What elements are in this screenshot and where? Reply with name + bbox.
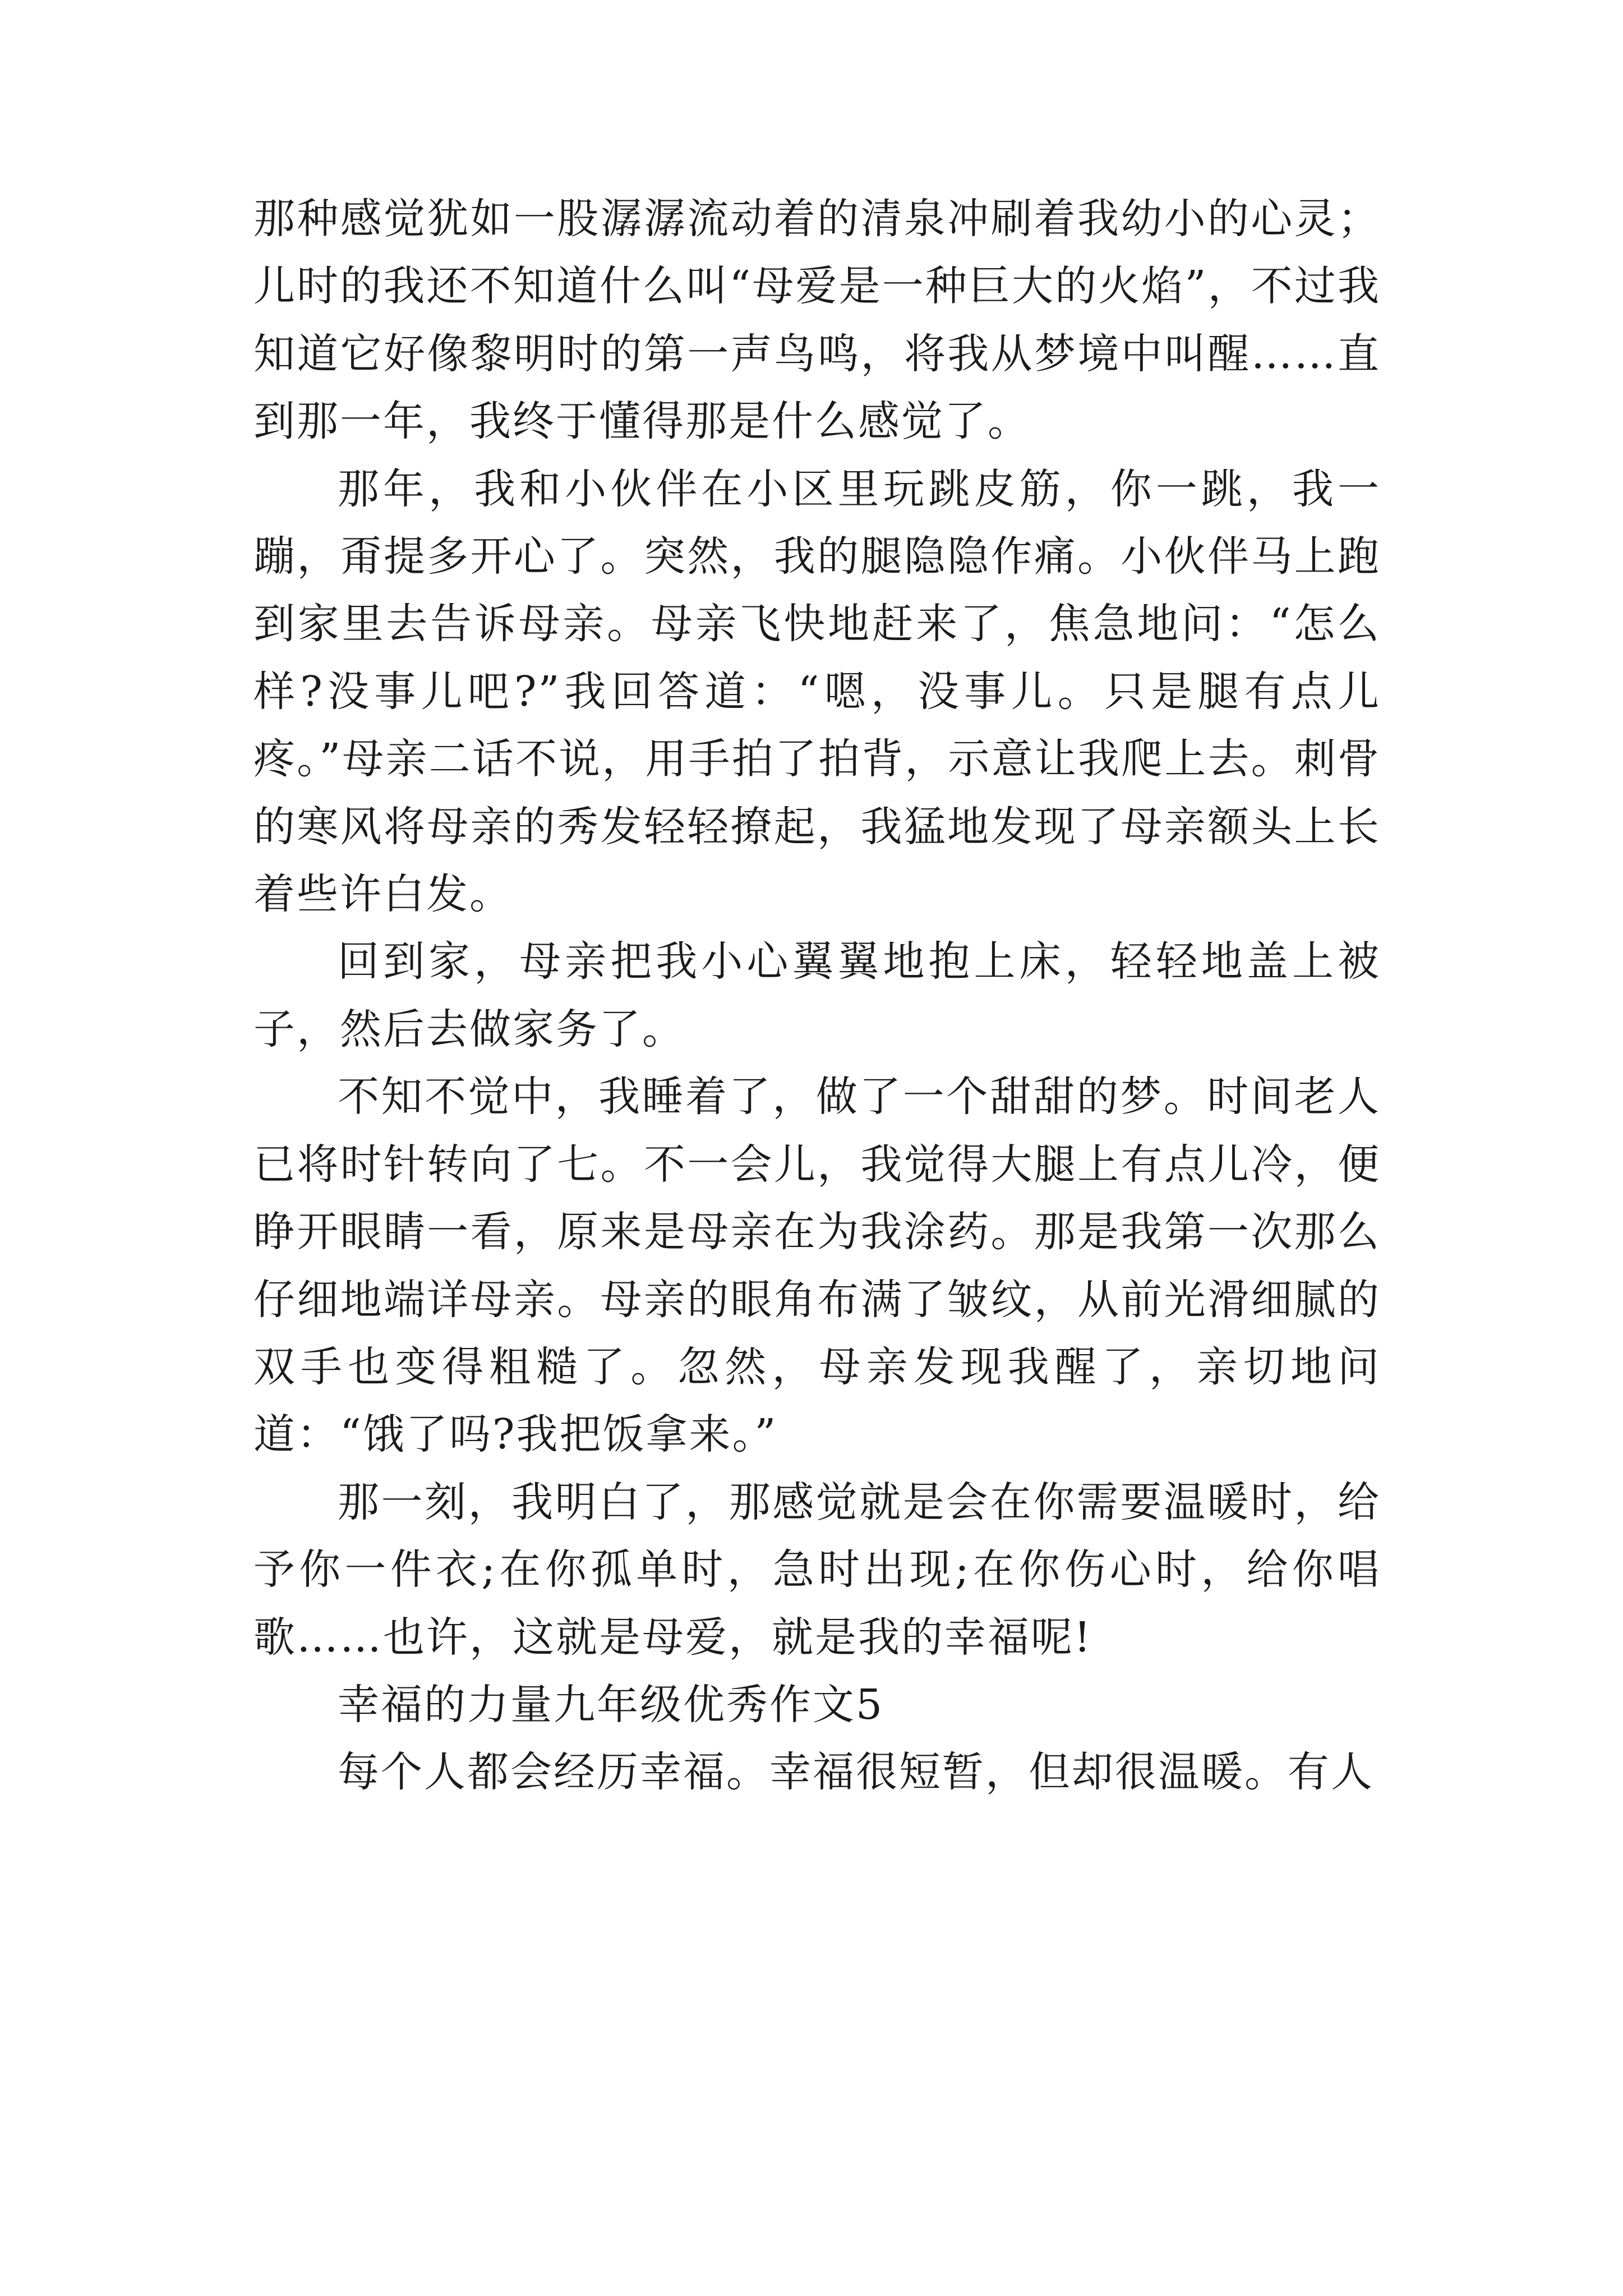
essay-body <box>253 185 1381 1806</box>
paragraph-opening: 那种感觉犹如一股潺潺流动着的清泉冲刷着我幼小的心灵；儿时的我还不知道什么叫“母爱是一种巨大的火焰”，不过我知道它好像黎明时的第一声鸟鸣，将我从梦境中叫醒……直到那一年，我终于懂得那是什么感觉了。 <box>253 195 1381 446</box>
paragraph-realization: 那一刻，我明白了，那感觉就是会在你需要温暖时，给予你一件衣;在你孤单时，急时出现;在你伤心时，给你唱歌……也许，这就是母爱，就是我的幸福呢! <box>253 1478 1381 1662</box>
essay-heading: 幸福的力量九年级优秀作文5 <box>338 1680 884 1729</box>
paragraph-next-essay-start: 每个人都会经历幸福。幸福很短暂，但却很温暖。有人 <box>338 1748 1374 1797</box>
paragraph-dream: 不知不觉中，我睡着了，做了一个甜甜的梦。时间老人已将时针转向了七。不一会儿，我觉得大腿上有点儿冷，便睁开眼睛一看，原来是母亲在为我涂药。那是我第一次那么仔细地端详母亲。母亲的眼角布满了皱纹，从前光滑细腻的双手也变得粗糙了。忽然，母亲发现我醒了，亲切地问道：“饿了吗?我把饭拿来。” <box>253 1073 1381 1459</box>
paragraph-jump-rope: 那年，我和小伙伴在小区里玩跳皮筋，你一跳，我一蹦，甭提多开心了。突然，我的腿隐隐作痛。小伙伴马上跑到家里去告诉母亲。母亲飞快地赶来了，焦急地问：“怎么样?没事儿吧?”我回答道：“嗯，没事儿。只是腿有点儿疼。”母亲二话不说，用手拍了拍背，示意让我爬上去。刺骨的寒风将母亲的秀发轻轻撩起，我猛地发现了母亲额头上长着些许白发。 <box>253 464 1381 919</box>
paragraph-back-home: 回到家，母亲把我小心翼翼地抱上床，轻轻地盖上被子，然后去做家务了。 <box>253 937 1381 1053</box>
